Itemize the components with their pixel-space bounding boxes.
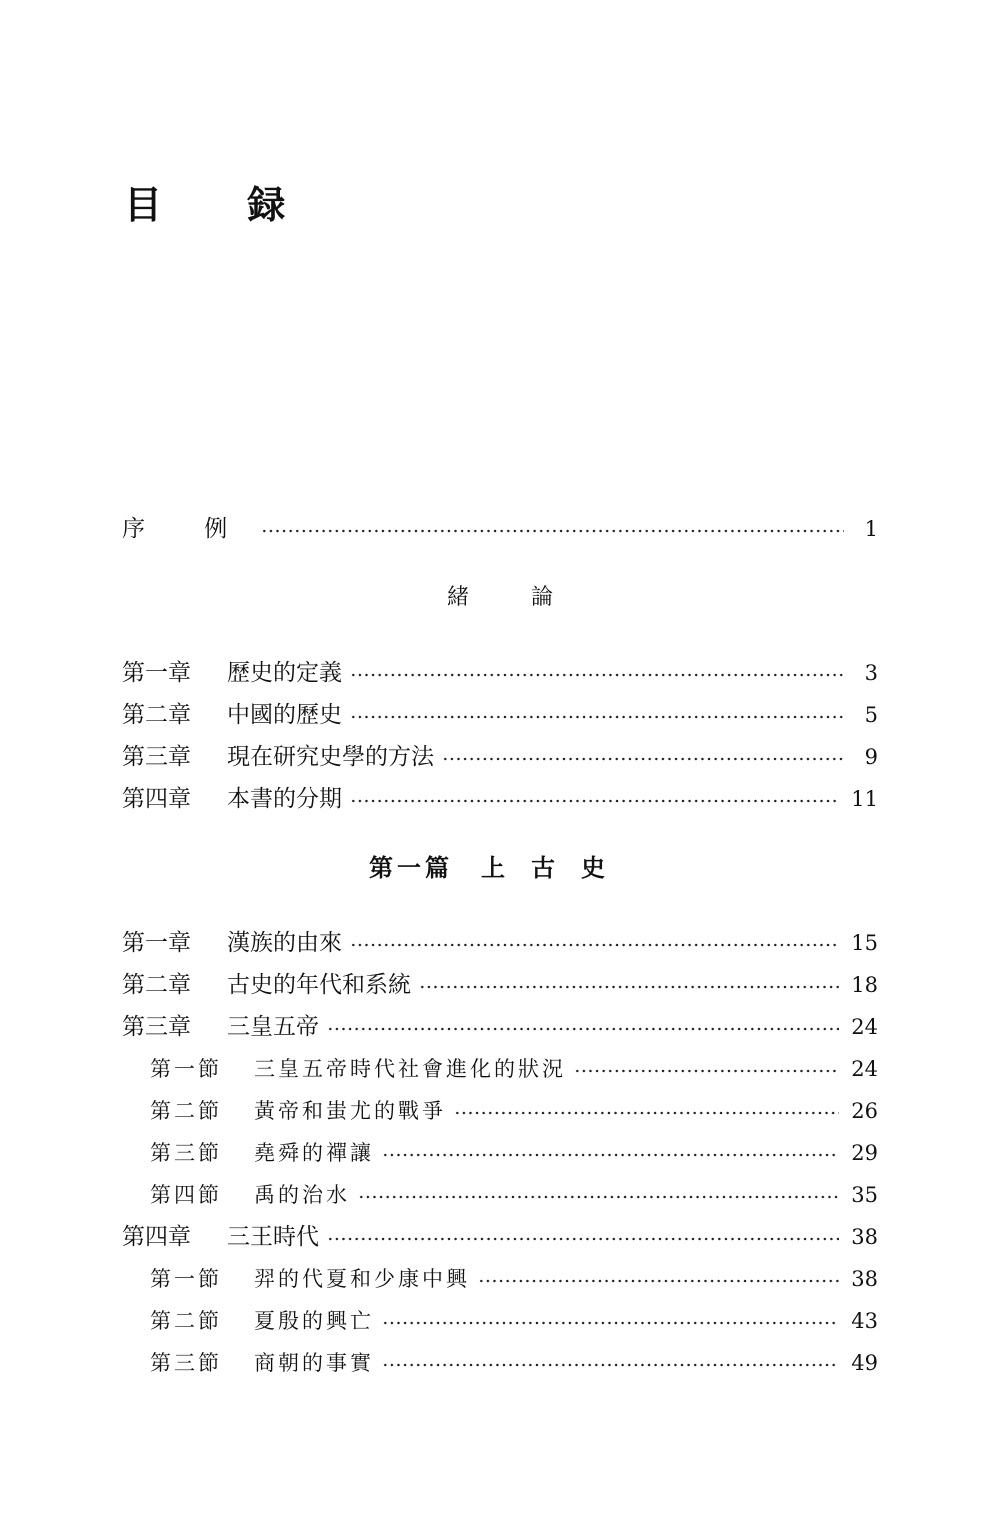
page-number: 11: [851, 787, 878, 811]
part-heading-introduction: 緒論: [446, 585, 615, 610]
toc-entry-chapter[interactable]: [122, 652, 878, 694]
part-name: 上古史: [481, 853, 631, 882]
entry-label: 第一節: [150, 1267, 222, 1291]
entry-title: 黃帝和蚩尤的戰爭: [254, 1099, 446, 1123]
entry-label: 第二節: [150, 1309, 222, 1333]
entry-label: 第四章: [122, 786, 191, 812]
dot-leader: [454, 1111, 839, 1115]
page-number: 3: [864, 661, 878, 685]
dot-leader: [478, 1279, 839, 1283]
page-number: 38: [851, 1225, 878, 1249]
entry-label: 第一節: [150, 1057, 222, 1081]
dot-leader: [442, 757, 844, 761]
entry-label: 第二章: [122, 972, 191, 998]
entry-title: 中國的歷史: [227, 702, 342, 728]
toc-entry-chapter[interactable]: [122, 694, 878, 736]
entry-label: 第三節: [150, 1141, 222, 1165]
page-number: 38: [851, 1267, 878, 1291]
dot-leader: [350, 715, 844, 719]
dot-leader: [350, 943, 839, 947]
dot-leader: [358, 1195, 839, 1199]
dot-leader: [382, 1321, 839, 1325]
entry-label: 第一章: [122, 660, 191, 686]
entry-label: 第二節: [150, 1099, 222, 1123]
entry-title: 歷史的定義: [227, 660, 342, 686]
page-number: 24: [851, 1057, 878, 1081]
entry-label: 第三章: [122, 1014, 191, 1040]
entry-label: 第三章: [122, 744, 191, 770]
toc-entry-chapter[interactable]: [122, 778, 878, 820]
page-number: 43: [851, 1309, 878, 1333]
dot-leader: [350, 673, 844, 677]
toc-entry-section[interactable]: [122, 1048, 878, 1090]
entry-title: 古史的年代和系統: [227, 972, 411, 998]
entry-title: 三皇五帝時代社會進化的狀況: [254, 1057, 566, 1081]
table-of-contents: [122, 508, 878, 1384]
part-number: 第一篇: [369, 853, 453, 882]
entry-label: 第一章: [122, 930, 191, 956]
page-title: 目 録: [124, 182, 322, 227]
entry-title: 堯舜的禪讓: [254, 1141, 374, 1165]
entry-title: 三王時代: [227, 1224, 319, 1250]
dot-leader: [327, 1027, 839, 1031]
toc-entry-preface[interactable]: [122, 508, 878, 550]
toc-entry-section[interactable]: [122, 1342, 878, 1384]
dot-leader: [419, 985, 839, 989]
entry-title: 三皇五帝: [227, 1014, 319, 1040]
dot-leader: [261, 529, 844, 533]
entry-title: 商朝的事實: [254, 1351, 374, 1375]
page-number: 5: [864, 703, 878, 727]
page-number: 9: [864, 745, 878, 769]
entry-title: 本書的分期: [227, 786, 342, 812]
page-number: 24: [851, 1015, 878, 1039]
toc-entry-chapter[interactable]: [122, 1006, 878, 1048]
part-heading-part1: [122, 836, 878, 900]
entry-label: 序 例: [122, 516, 254, 542]
toc-entry-chapter[interactable]: [122, 922, 878, 964]
entry-label: 第四章: [122, 1224, 191, 1250]
entry-title: 禹的治水: [254, 1183, 350, 1207]
dot-leader: [382, 1153, 839, 1157]
entry-title: 夏殷的興亡: [254, 1309, 374, 1333]
toc-entry-section[interactable]: [122, 1174, 878, 1216]
toc-entry-chapter[interactable]: [122, 736, 878, 778]
dot-leader: [327, 1237, 839, 1241]
entry-title: 羿的代夏和少康中興: [254, 1267, 470, 1291]
entry-title: 現在研究史學的方法: [227, 744, 434, 770]
entry-label: 第三節: [150, 1351, 222, 1375]
toc-entry-chapter[interactable]: [122, 1216, 878, 1258]
entry-label: 第四節: [150, 1183, 222, 1207]
page-number: 15: [851, 931, 878, 955]
dot-leader: [382, 1363, 839, 1367]
page-number: 49: [851, 1351, 878, 1375]
toc-entry-section[interactable]: [122, 1090, 878, 1132]
toc-entry-section[interactable]: [122, 1132, 878, 1174]
entry-title: 漢族的由來: [227, 930, 342, 956]
dot-leader: [574, 1069, 839, 1073]
page-number: 18: [851, 973, 878, 997]
page-number: 1: [864, 517, 878, 541]
page-number: 26: [851, 1099, 878, 1123]
page-number: 35: [851, 1183, 878, 1207]
toc-entry-section[interactable]: [122, 1300, 878, 1342]
page-number: 29: [851, 1141, 878, 1165]
dot-leader: [350, 799, 839, 803]
toc-entry-section[interactable]: [122, 1258, 878, 1300]
toc-entry-chapter[interactable]: [122, 964, 878, 1006]
entry-label: 第二章: [122, 702, 191, 728]
